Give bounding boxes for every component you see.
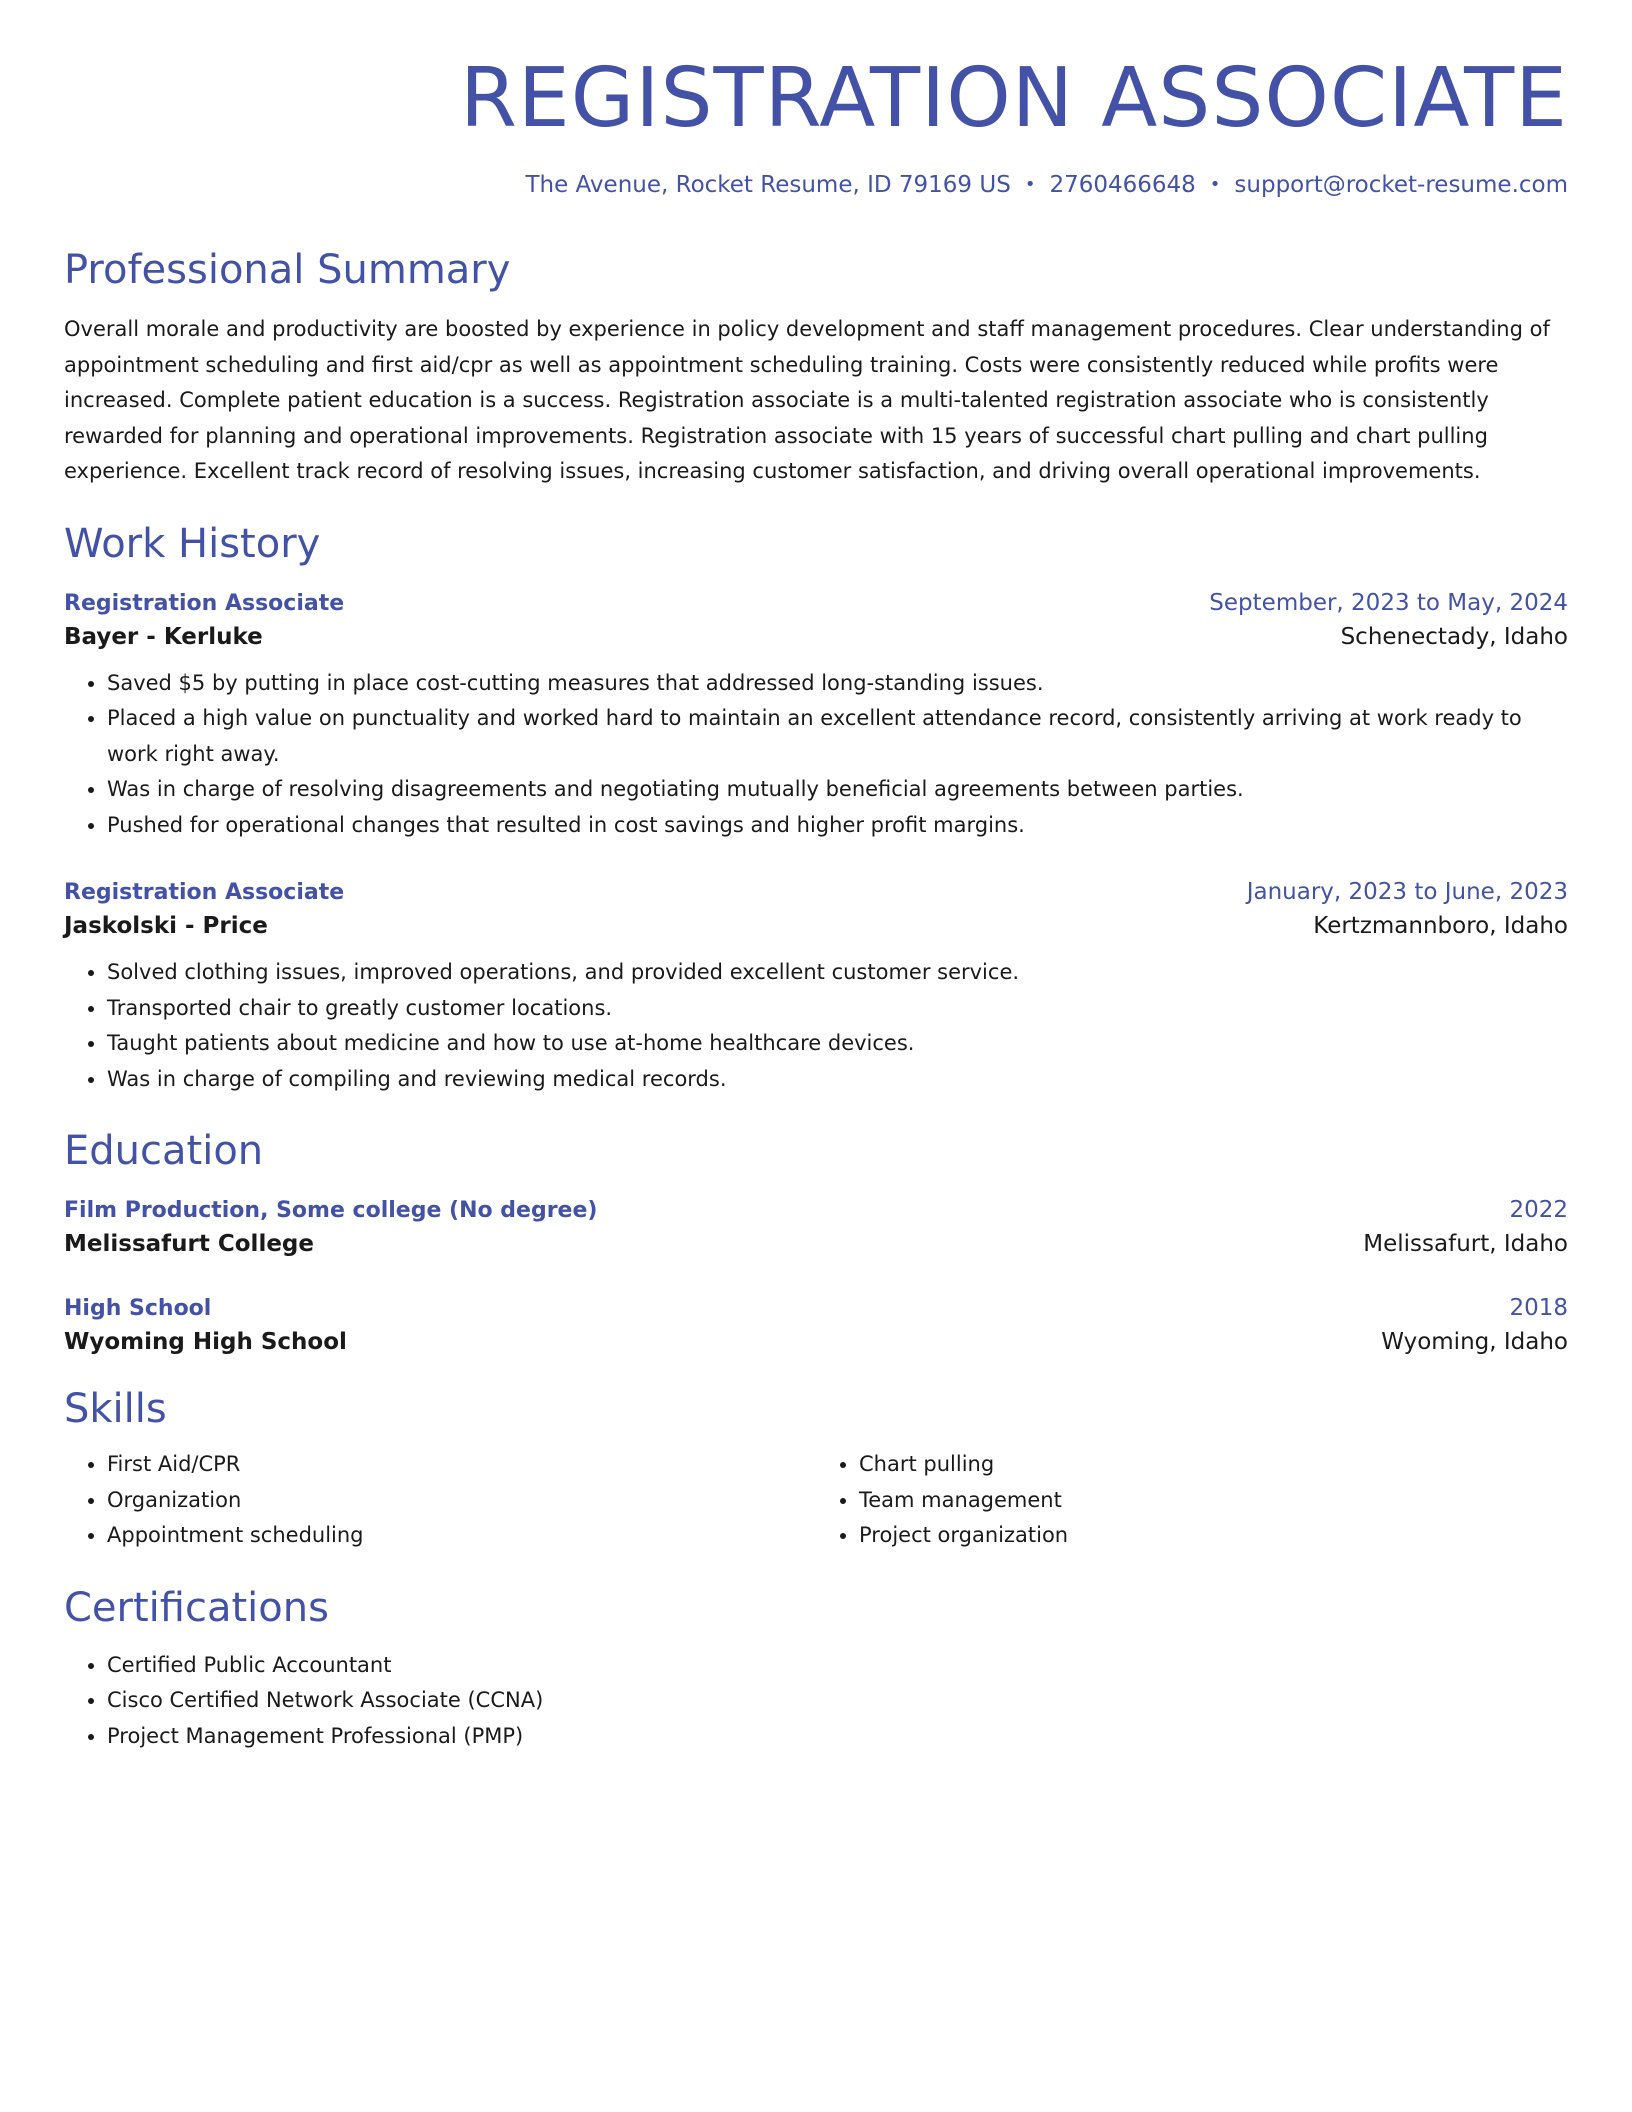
job-entry (64, 879, 1568, 1097)
education-year: 2022 (1509, 1197, 1568, 1224)
education-degree: High School (64, 1296, 212, 1322)
job-bullet: • Placed a high value on punctuality and worked hard to maintain an excellent attendance record, consistently arriving at work ready to work right away. (107, 701, 1568, 772)
education-location: Wyoming, Idaho (1381, 1329, 1568, 1356)
certifications-list (64, 1648, 1568, 1755)
certifications-heading: Certifications (64, 1584, 329, 1631)
skills-heading: Skills (64, 1386, 167, 1433)
skill-item: • Project organization (859, 1518, 1568, 1554)
job-entry (64, 590, 1568, 844)
work-history-heading: Work History (64, 520, 321, 567)
certification-item: • Project Management Professional (PMP) (107, 1719, 1568, 1755)
job-bullet: • Taught patients about medicine and how to use at-home healthcare devices. (107, 1026, 1568, 1062)
certification-item: • Cisco Certified Network Associate (CCNA) (107, 1683, 1568, 1719)
skill-item: • Appointment scheduling (107, 1518, 816, 1554)
skill-item: • Organization (107, 1483, 816, 1519)
job-role: Registration Associate (64, 880, 345, 906)
education-year: 2018 (1509, 1295, 1568, 1322)
job-dates: September, 2023 to May, 2024 (1209, 589, 1568, 616)
job-bullet: • Transported chair to greatly customer locations. (107, 991, 1568, 1027)
job-dates: January, 2023 to June, 2023 (1246, 879, 1568, 906)
contact-address: The Avenue, Rocket Resume, ID 79169 US (525, 172, 1011, 199)
resume-title: REGISTRATION ASSOCIATE (459, 51, 1568, 146)
education-location: Melissafurt, Idaho (1363, 1231, 1568, 1258)
skills-list-right (816, 1447, 1568, 1554)
job-bullets (64, 955, 1568, 1097)
job-bullet: • Saved $5 by putting in place cost-cutting measures that addressed long-standing issues. (107, 666, 1568, 702)
skill-item: • First Aid/CPR (107, 1447, 816, 1483)
education-school: Wyoming High School (64, 1329, 347, 1356)
education-heading: Education (64, 1128, 264, 1175)
summary-text: Overall morale and productivity are boosted by experience in policy development and staff management procedures. Clear understanding of appointment scheduling and first aid/cpr as well as appointment scheduling training. Costs were consistently reduced while profits were increased. Complete patient education is a success. Registration associate is a multi-talented registration associate who is consistently rewarded for planning and operational improvements. Registration associate with 15 years of successful chart pulling and chart pulling experience. Excellent track record of resolving issues, increasing customer satisfaction, and driving overall operational improvements. (64, 317, 1550, 484)
education-entry (64, 1295, 1568, 1355)
job-company: Jaskolski - Price (64, 913, 268, 940)
education-degree: Film Production, Some college (No degree) (64, 1198, 598, 1224)
skills-grid (64, 1447, 1568, 1554)
contact-separator: • (1024, 174, 1036, 196)
job-role: Registration Associate (64, 590, 345, 616)
skill-item: • Chart pulling (859, 1447, 1568, 1483)
contact-line (64, 172, 1568, 198)
contact-separator: • (1209, 174, 1221, 196)
job-location: Kertzmannboro, Idaho (1313, 913, 1568, 940)
job-bullet: • Solved clothing issues, improved operations, and provided excellent customer service. (107, 955, 1568, 991)
job-bullet: • Was in charge of resolving disagreements and negotiating mutually beneficial agreements between parties. (107, 772, 1568, 808)
contact-phone: 2760466648 (1049, 172, 1196, 199)
summary-heading: Professional Summary (64, 247, 511, 294)
job-location: Schenectady, Idaho (1340, 623, 1568, 650)
education-school: Melissafurt College (64, 1231, 314, 1258)
job-company: Bayer - Kerluke (64, 623, 263, 650)
skills-list-left (64, 1447, 816, 1554)
contact-email[interactable]: support@rocket-resume.com (1234, 172, 1568, 199)
job-bullets (64, 666, 1568, 844)
job-bullet: • Pushed for operational changes that resulted in cost savings and higher profit margins. (107, 808, 1568, 844)
skill-item: • Team management (859, 1483, 1568, 1519)
certification-item: • Certified Public Accountant (107, 1648, 1568, 1684)
job-bullet: • Was in charge of compiling and reviewing medical records. (107, 1062, 1568, 1098)
education-entry (64, 1197, 1568, 1257)
